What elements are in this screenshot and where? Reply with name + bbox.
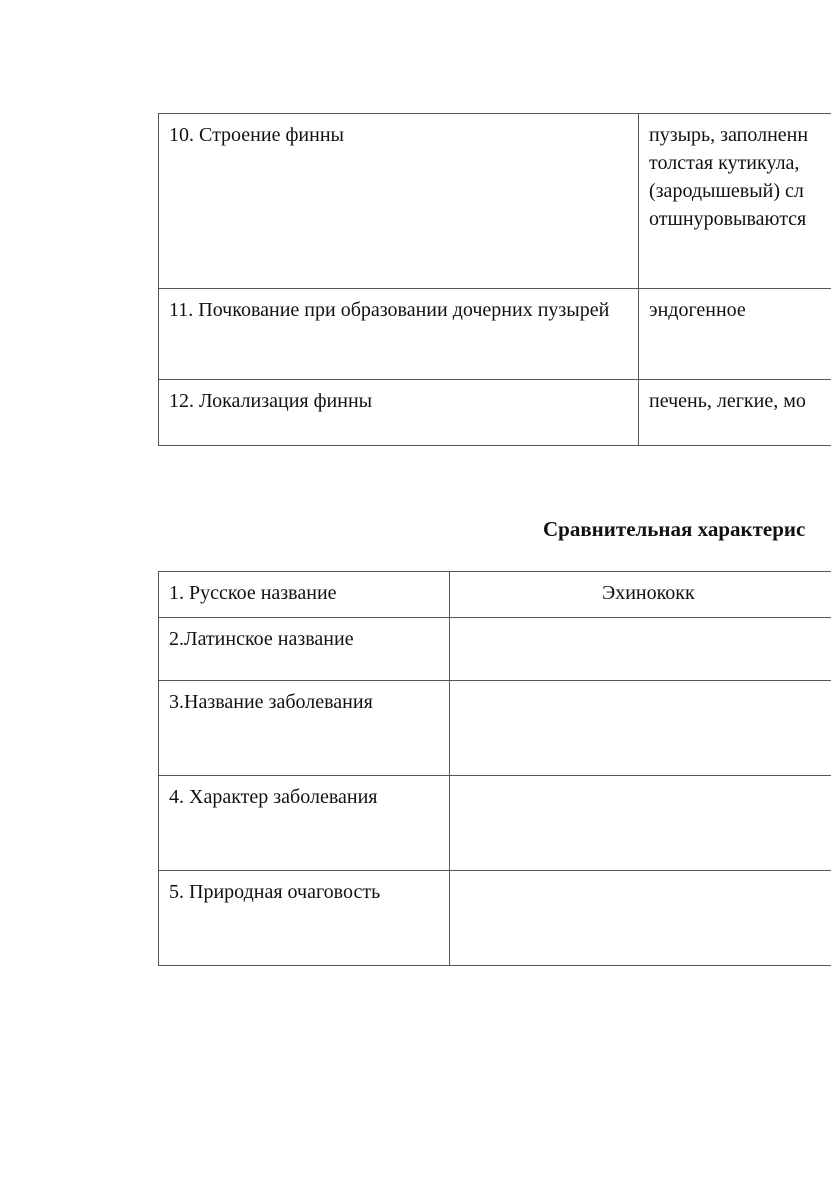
row-value — [639, 289, 831, 380]
table-row — [159, 618, 831, 681]
table-row — [159, 572, 831, 618]
table-row — [159, 681, 831, 776]
row-label: 2.Латинское название — [159, 618, 450, 681]
row-label: 3.Название заболевания — [159, 681, 450, 776]
row-value — [639, 380, 831, 446]
value-line: отшнуровываются — [649, 208, 807, 230]
row-value — [450, 681, 831, 776]
value-line: печень, легкие, мо — [649, 390, 806, 412]
value-line: эндогенное — [649, 299, 746, 321]
row-value — [450, 776, 831, 871]
finna-characteristics-table — [158, 113, 831, 446]
table-row — [159, 114, 831, 289]
row-value — [450, 871, 831, 966]
section-heading: Сравнительная характерис — [543, 517, 806, 541]
row-value — [450, 618, 831, 681]
row-label: 4. Характер заболевания — [159, 776, 450, 871]
row-label: 12. Локализация финны — [159, 380, 639, 446]
row-label: 5. Природная очаговость — [159, 871, 450, 966]
row-label: 10. Строение финны — [159, 114, 639, 289]
row-value — [450, 572, 831, 618]
row-label: 11. Почкование при образовании дочерних пузырей — [159, 289, 639, 380]
value-line: (зародышевый) сл — [649, 180, 804, 202]
value-line: пузырь, заполненн — [649, 124, 809, 146]
row-label: 1. Русское название — [159, 572, 450, 618]
table-row — [159, 380, 831, 446]
table-row — [159, 871, 831, 966]
table-row — [159, 776, 831, 871]
row-value — [639, 114, 831, 289]
comparison-table — [158, 571, 831, 966]
table-row — [159, 289, 831, 380]
value-line: толстая кутикула, — [649, 152, 800, 174]
species-name: Эхинококк — [602, 582, 695, 604]
